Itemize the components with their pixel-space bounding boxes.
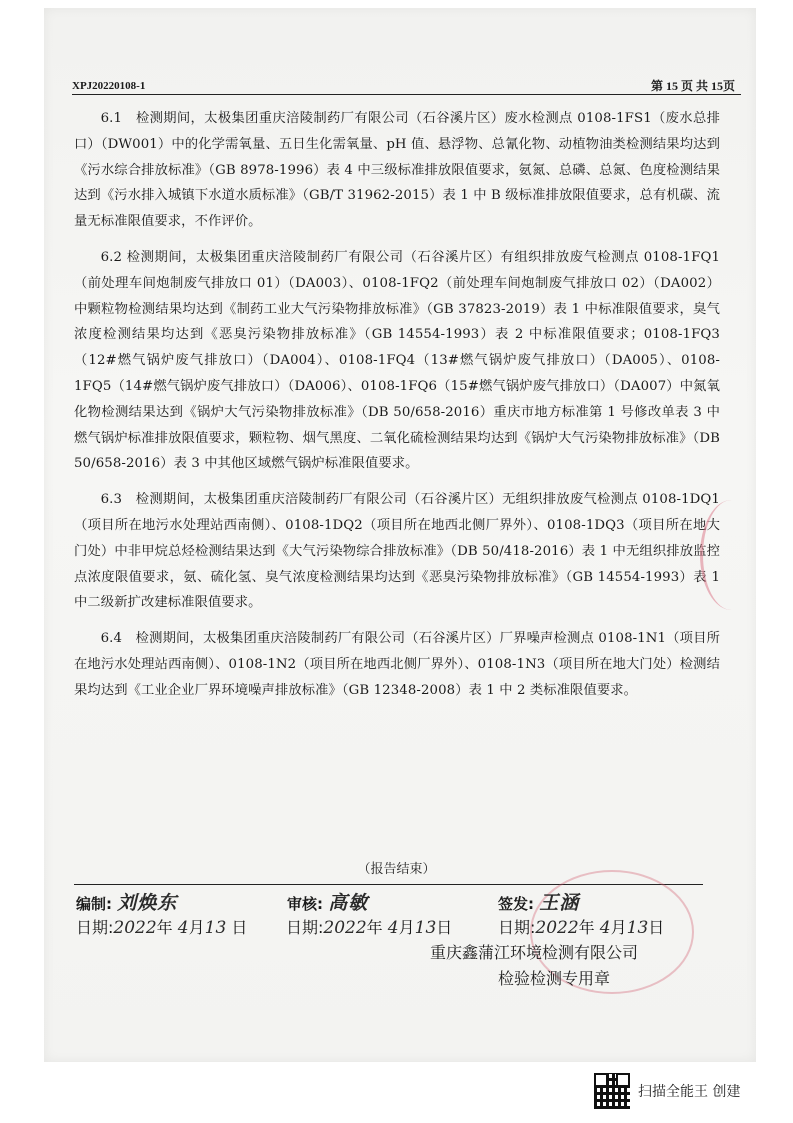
approver-sign: 王涵 [539, 892, 580, 914]
reviewer-sign: 高敏 [328, 892, 369, 914]
scanner-watermark [594, 1073, 740, 1109]
reviewer-date: 日期:2022年 4月13日 [286, 918, 453, 938]
paragraph-6-3: 6.3 检测期间，太极集团重庆涪陵制药厂有限公司（石谷溪片区）无组织排放废气检测点 0108-1DQ1（项目所在地污水处理站西南侧）、0108-1DQ2（项目所在地西北侧厂界外）、0108-1DQ3（项目所在地大门处）中非甲烷总烃检测结果达到《大气污染物综合排放标准》（DB 50/418-2016）表 1 中无组织排放监控点浓度限值要求，氨、硫化氢、臭气浓度检测结果均达到《恶臭污染物排放标准》（GB 14554-1993）表 1 中二级新扩改建标准限值要求。 [74, 492, 720, 611]
compiler-date: 日期:2022年 4月13 日 [76, 918, 248, 938]
report-number: XPJ20220108-1 [72, 80, 146, 92]
approver-signature [498, 888, 579, 915]
paragraph-6-2: 6.2 检测期间，太极集团重庆涪陵制药厂有限公司（石谷溪片区）有组织排放废气检测点 0108-1FQ1（前处理车间炮制废气排放口 01）（DA003）、0108-1FQ2（前处理车间炮制废气排放口 02）（DA002）中颗粒物检测结果均达到《制药工业大气污染物排放标准》（GB 37823-2019）表 1 中标准限值要求，臭气浓度检测结果均达到《恶臭污染物排放标准》（GB 14554-1993）表 2 中标准限值要求；0108-1FQ3（12#燃气锅炉废气排放口）（DA004）、0108-1FQ4（13#燃气锅炉废气排放口）（DA005）、0108-1FQ5（14#燃气锅炉废气排放口）（DA006）、0108-1FQ6（15#燃气锅炉废气排放口）（DA007）中氮氧化物检测结果达到《锅炉大气污染物排放标准》（DB 50/658-2016）重庆市地方标准第 1 号修改单表 3 中燃气锅炉标准排放限值要求，颗粒物、烟气黑度、二氧化硫检测结果均达到《锅炉大气污染物排放标准》（DB 50/658-2016）表 3 中其他区域燃气锅炉标准限值要求。 [74, 249, 720, 472]
seal-company: 重庆鑫蒲江环境检测有限公司 [430, 943, 639, 962]
report-conclusions [74, 106, 720, 714]
page-indicator: 第 15 页 共 15页 [650, 79, 735, 93]
compiler-label: 编制: [76, 895, 112, 913]
compiler-sign: 刘焕东 [117, 892, 178, 914]
reviewer-signature [287, 888, 368, 915]
compiler-signature [76, 888, 177, 915]
partial-seal-mark [700, 500, 763, 610]
scanner-label: 扫描全能王 创建 [638, 1084, 741, 1100]
report-end-note: （报告结束） [357, 862, 436, 877]
qr-code-icon [594, 1073, 630, 1109]
approver-date: 日期:2022年 4月13日 [498, 918, 665, 938]
header-divider [72, 94, 741, 95]
seal-purpose: 检验检测专用章 [498, 969, 611, 988]
paragraph-6-4: 6.4 检测期间，太极集团重庆涪陵制药厂有限公司（石谷溪片区）厂界噪声检测点 0108-1N1（项目所在地污水处理站西南侧）、0108-1N2（项目所在地西北侧厂界外）、0108-1N3（项目所在地大门处）检测结果均达到《工业企业厂界环境噪声排放标准》（GB 12348-2008）表 1 中 2 类标准限值要求。 [74, 631, 720, 698]
paragraph-6-1: 6.1 检测期间，太极集团重庆涪陵制药厂有限公司（石谷溪片区）废水检测点 0108-1FS1（废水总排口）（DW001）中的化学需氧量、五日生化需氧量、pH 值、悬浮物、总氰化物、动植物油类检测结果均达到《污水综合排放标准》（GB 8978-1996）表 4 中三级标准排放限值要求，氨氮、总磷、总氮、色度检测结果达到《污水排入城镇下水道水质标准》（GB/T 31962-2015）表 1 中 B 级标准排放限值要求，总有机碳、流量无标准限值要求，不作评价。 [74, 111, 720, 230]
reviewer-label: 审核: [287, 895, 323, 913]
approver-label: 签发: [498, 895, 534, 913]
